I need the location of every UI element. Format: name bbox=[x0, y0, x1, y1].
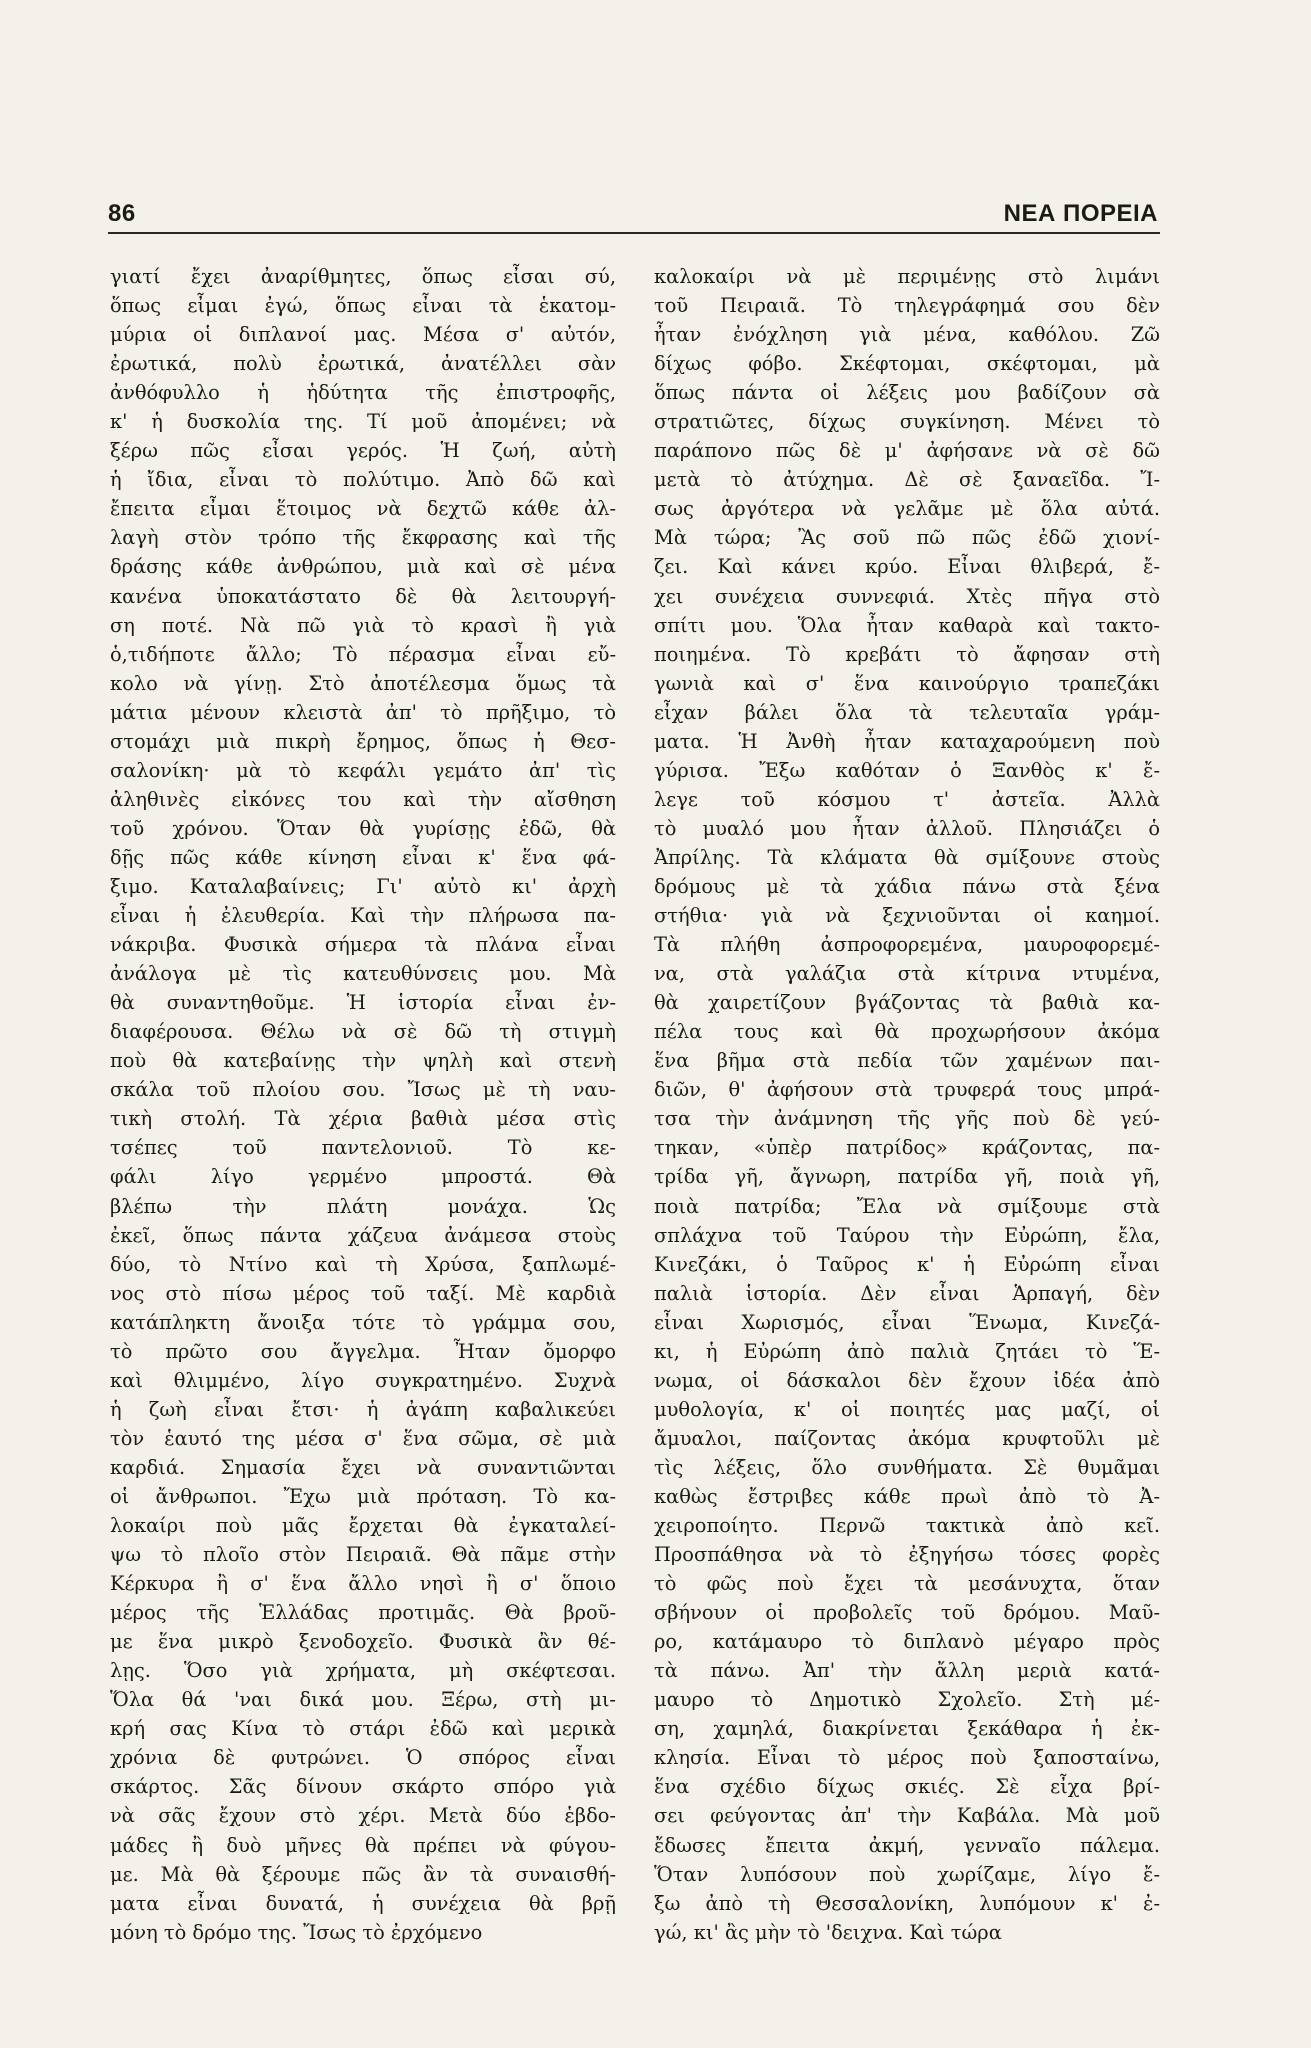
text-line: καθὼς ἔστριβες κάθε πρωὶ ἀπὸ τὸ Ἀ- bbox=[654, 1484, 1160, 1508]
text-line: ποιημένα. Τὸ κρεβάτι τὸ ἄφησαν στὴ bbox=[654, 642, 1160, 666]
text-line: τὸ πρῶτο σου ἄγγελμα. Ἦταν ὄμορφο bbox=[110, 1339, 616, 1363]
text-line: ἐρωτικά, πολὺ ἐρωτικά, ἀνατέλλει σὰν bbox=[110, 352, 616, 376]
text-line: σπίτι μου. Ὅλα ἦταν καθαρὰ καὶ τακτο- bbox=[654, 613, 1160, 637]
page-header bbox=[108, 188, 1158, 228]
text-line: μάτια μένουν κλειστὰ ἀπ' τὸ πρῆξιμο, τὸ bbox=[110, 700, 616, 724]
text-line: Ὅλα θά 'ναι δικά μου. Ξέρω, στὴ μι- bbox=[110, 1688, 616, 1712]
text-line: ἦταν ἐνόχληση γιὰ μένα, καθόλου. Ζῶ bbox=[654, 323, 1160, 347]
text-line: χρόνια δὲ φυτρώνει. Ὁ σπόρος εἶναι bbox=[110, 1746, 616, 1770]
text-line: κ' ἡ δυσκολία της. Τί μοῦ ἀπομένει; νὰ bbox=[110, 410, 616, 434]
text-line: στομάχι μιὰ πικρὴ ἔρημος, ὅπως ἡ Θεσ- bbox=[110, 729, 616, 753]
text-line: τρίδα γῆ, ἄγνωρη, πατρίδα γῆ, ποιὰ γῆ, bbox=[654, 1165, 1160, 1189]
text-line: Κέρκυρα ἢ σ' ἕνα ἄλλο νησὶ ἢ σ' ὅποιο bbox=[110, 1572, 616, 1596]
text-line: λεγε τοῦ κόσμου τ' ἀστεῖα. Ἀλλὰ bbox=[654, 787, 1160, 811]
text-line: διῶν, θ' ἀφήσουν στὰ τρυφερά τους μπρά- bbox=[654, 1078, 1160, 1102]
text-line: ἐκεῖ, ὅπως πάντα χάζευα ἀνάμεσα στοὺς bbox=[110, 1223, 616, 1247]
text-line: ὅπως εἶμαι ἐγώ, ὅπως εἶναι τὰ ἑκατομ- bbox=[110, 294, 616, 318]
text-line: γιατί ἔχει ἀναρίθμητες, ὅπως εἶσαι σύ, bbox=[110, 265, 616, 288]
text-line: καρδιά. Σημασία ἔχει νὰ συναντιῶνται bbox=[110, 1455, 616, 1479]
text-line: λῃς. Ὅσο γιὰ χρήματα, μὴ σκέφτεσαι. bbox=[110, 1659, 616, 1683]
text-line: να, στὰ γαλάζια στὰ κίτρινα ντυμένα, bbox=[654, 962, 1160, 986]
text-line: σει φεύγοντας ἀπ' τὴν Καβάλα. Μὰ μοῦ bbox=[654, 1804, 1160, 1828]
text-line: παλιὰ ἱστορία. Δὲν εἶναι Ἁρπαγή, δὲν bbox=[654, 1281, 1160, 1305]
text-line: ἡ ἴδια, εἶναι τὸ πολύτιμο. Ἀπὸ δῶ καὶ bbox=[110, 468, 616, 492]
text-line: καὶ θλιμμένο, λίγο συγκρατημένο. Συχνὰ bbox=[110, 1368, 616, 1392]
text-line: χει συνέχεια συννεφιά. Χτὲς πῆγα στὸ bbox=[654, 584, 1160, 608]
text-line: ἄμυαλοι, παίζοντας ἀκόμα κρυφτοῦλι μὲ bbox=[654, 1426, 1160, 1450]
text-line: νάκριβα. Φυσικὰ σήμερα τὰ πλάνα εἶναι bbox=[110, 933, 616, 957]
text-line: ποὺ θὰ κατεβαίνῃς τὴν ψηλὴ καὶ στενὴ bbox=[110, 1049, 616, 1073]
text-line: κι, ἡ Εὐρώπη ἀπὸ παλιὰ ζητάει τὸ Ἕ- bbox=[654, 1339, 1160, 1363]
text-line: λοκαίρι ποὺ μᾶς ἔρχεται θὰ ἐγκαταλεί- bbox=[110, 1514, 616, 1538]
text-line: Τὰ πλήθη ἀσπροφορεμένα, μαυροφορεμέ- bbox=[654, 933, 1160, 957]
page-number: 86 bbox=[108, 200, 136, 227]
text-line: στήθια· γιὰ νὰ ξεχνιοῦνται οἱ καημοί. bbox=[654, 904, 1160, 928]
text-line: κρή σας Κίνα τὸ στάρι ἐδῶ καὶ μερικὰ bbox=[110, 1717, 616, 1741]
text-line: τὸ μυαλό μου ἦταν ἀλλοῦ. Πλησιάζει ὁ bbox=[654, 816, 1160, 840]
text-line: στρατιῶτες, δίχως συγκίνηση. Μένει τὸ bbox=[654, 410, 1160, 434]
text-line: κατάπληκτη ἄνοιξα τότε τὸ γράμμα σου, bbox=[110, 1310, 616, 1334]
text-line: νωμα, οἱ δάσκαλοι δὲν ἔχουν ἰδέα ἀπὸ bbox=[654, 1368, 1160, 1392]
text-line: σπλάχνα τοῦ Ταύρου τὴν Εὐρώπη, ἔλα, bbox=[654, 1223, 1160, 1247]
text-line: ρο, κατάμαυρο τὸ διπλανὸ μέγαρο πρὸς bbox=[654, 1630, 1160, 1654]
text-line: ξέρω πῶς εἶσαι γερός. Ἡ ζωή, αὐτὴ bbox=[110, 439, 616, 463]
text-line: φάλι λίγο γερμένο μπροστά. Θὰ bbox=[110, 1165, 616, 1189]
text-line: τὸν ἑαυτό της μέσα σ' ἕνα σῶμα, σὲ μιὰ bbox=[110, 1426, 616, 1450]
text-line: τικὴ στολή. Τὰ χέρια βαθιὰ μέσα στὶς bbox=[110, 1107, 616, 1131]
text-line: ἀνάλογα μὲ τὶς κατευθύνσεις μου. Μὰ bbox=[110, 962, 616, 986]
text-line: ὁ,τιδήποτε ἄλλο; Τὸ πέρασμα εἶναι εὔ- bbox=[110, 642, 616, 666]
text-line: τὸ φῶς ποὺ ἔχει τὰ μεσάνυχτα, ὅταν bbox=[654, 1572, 1160, 1596]
text-line: γωνιὰ καὶ σ' ἕνα καινούργιο τραπεζάκι bbox=[654, 671, 1160, 695]
text-line: ἡ ζωὴ εἶναι ἔτσι· ἡ ἀγάπη καβαλικεύει bbox=[110, 1397, 616, 1421]
text-line: ποιὰ πατρίδα; Ἔλα νὰ σμίξουμε στὰ bbox=[654, 1194, 1160, 1218]
text-line: ση ποτέ. Νὰ πῶ γιὰ τὸ κρασὶ ἢ γιὰ bbox=[110, 613, 616, 637]
text-line: μαυρο τὸ Δημοτικὸ Σχολεῖο. Στὴ μέ- bbox=[654, 1688, 1160, 1712]
text-line: σκάλα τοῦ πλοίου σου. Ἴσως μὲ τὴ ναυ- bbox=[110, 1078, 616, 1102]
right-text-column bbox=[654, 262, 1160, 1947]
text-line: Ὅταν λυπόσουν ποὺ χωρίζαμε, λίγο ἔ- bbox=[654, 1862, 1160, 1886]
text-line: με. Μὰ θὰ ξέρουμε πῶς ἂν τὰ συναισθή- bbox=[110, 1862, 616, 1886]
text-line: δύο, τὸ Ντίνο καὶ τὴ Χρύσα, ξαπλωμέ- bbox=[110, 1252, 616, 1276]
text-line: ση, χαμηλά, διακρίνεται ξεκάθαρα ἡ ἐκ- bbox=[654, 1717, 1160, 1741]
text-line: ξω ἀπὸ τὴ Θεσσαλονίκη, λυπόμουν κ' ἐ- bbox=[654, 1891, 1160, 1915]
text-line: γύρισα. Ἔξω καθόταν ὁ Ξανθὸς κ' ἔ- bbox=[654, 758, 1160, 782]
text-line: ἀνθόφυλλο ἡ ἡδύτητα τῆς ἐπιστροφῆς, bbox=[110, 381, 616, 405]
text-line: τσέπες τοῦ παντελονιοῦ. Τὸ κε- bbox=[110, 1136, 616, 1160]
text-line: παράπονο πῶς δὲ μ' ἀφήσανε νὰ σὲ δῶ bbox=[654, 439, 1160, 463]
text-line: δῇς πῶς κάθε κίνηση εἶναι κ' ἕνα φά- bbox=[110, 845, 616, 869]
text-line: σκάρτος. Σᾶς δίνουν σκάρτο σπόρο γιὰ bbox=[110, 1775, 616, 1799]
text-line: δίχως φόβο. Σκέφτομαι, σκέφτομαι, μὰ bbox=[654, 352, 1160, 376]
text-line: κολο νὰ γίνῃ. Στὸ ἀποτέλεσμα ὅμως τὰ bbox=[110, 671, 616, 695]
text-line: μόνη τὸ δρόμο της. Ἴσως τὸ ἐρχόμενο bbox=[110, 1920, 483, 1944]
text-line: λαγὴ στὸν τρόπο τῆς ἔκφρασης καὶ τῆς bbox=[110, 526, 616, 550]
text-line: τὶς λέξεις, ὅλο συνθήματα. Σὲ θυμᾶμαι bbox=[654, 1455, 1160, 1479]
text-line: τοῦ Πειραιᾶ. Τὸ τηλεγράφημά σου δὲν bbox=[654, 294, 1160, 318]
text-line: με ἕνα μικρὸ ξενοδοχεῖο. Φυσικὰ ἂν θέ- bbox=[110, 1630, 616, 1654]
text-line: ἕνα βῆμα στὰ πεδία τῶν χαμένων παι- bbox=[654, 1049, 1160, 1073]
text-line: δράσης κάθε ἀνθρώπου, μιὰ καὶ σὲ μένα bbox=[110, 555, 616, 579]
left-text-column bbox=[110, 262, 616, 1947]
text-line: τηκαν, «ὑπὲρ πατρίδος» κράζοντας, πα- bbox=[654, 1136, 1160, 1160]
text-line: πέλα τους καὶ θὰ προχωρήσουν ἀκόμα bbox=[654, 1020, 1160, 1044]
text-line: οἱ ἄνθρωποι. Ἔχω μιὰ πρόταση. Τὸ κα- bbox=[110, 1484, 616, 1508]
text-line: μυθολογία, κ' οἱ ποιητές μας μαζί, οἱ bbox=[654, 1397, 1160, 1421]
text-line: σβήνουν οἱ προβολεῖς τοῦ δρόμου. Μαῦ- bbox=[654, 1601, 1160, 1625]
text-line: σως ἀργότερα νὰ γελᾶμε μὲ ὅλα αὐτά. bbox=[654, 497, 1160, 521]
text-line: ἀληθινὲς εἰκόνες του καὶ τὴν αἴσθηση bbox=[110, 787, 616, 811]
text-line: Προσπάθησα νὰ τὸ ἐξηγήσω τόσες φορὲς bbox=[654, 1543, 1160, 1567]
text-line: σαλονίκη· μὰ τὸ κεφάλι γεμάτο ἀπ' τὶς bbox=[110, 758, 616, 782]
text-line: νος στὸ πίσω μέρος τοῦ ταξί. Μὲ καρδιὰ bbox=[110, 1281, 616, 1305]
text-line: Ἀπρίλης. Τὰ κλάματα θὰ σμίξουνε στοὺς bbox=[654, 845, 1160, 869]
text-line: εἶχαν βάλει ὅλα τὰ τελευταῖα γράμ- bbox=[654, 700, 1160, 724]
text-line: γώ, κι' ἂς μὴν τὸ 'δειχνα. Καὶ τώρα bbox=[654, 1920, 1002, 1944]
text-line: θὰ χαιρετίζουν βγάζοντας τὰ βαθιὰ κα- bbox=[654, 991, 1160, 1015]
text-line: κανένα ὑποκατάστατο δὲ θὰ λειτουργή- bbox=[110, 584, 616, 608]
text-line: χειροποίητο. Περνῶ τακτικὰ ἀπὸ κεῖ. bbox=[654, 1514, 1160, 1538]
header-rule bbox=[108, 232, 1160, 234]
text-line: ματα. Ἡ Ἀνθὴ ἦταν καταχαρούμενη ποὺ bbox=[654, 729, 1160, 753]
text-line: ματα εἶναι δυνατά, ἡ συνέχεια θὰ βρῇ bbox=[110, 1891, 616, 1915]
text-line: μέρος τῆς Ἑλλάδας προτιμᾶς. Θὰ βροῦ- bbox=[110, 1601, 616, 1625]
text-line: καλοκαίρι νὰ μὲ περιμένῃς στὸ λιμάνι bbox=[654, 265, 1160, 288]
text-line: ζει. Καὶ κάνει κρύο. Εἶναι θλιβερά, ἔ- bbox=[654, 555, 1160, 579]
text-line: τσα τὴν ἀνάμνηση τῆς γῆς ποὺ δὲ γεύ- bbox=[654, 1107, 1160, 1131]
text-line: ἔδωσες ἔπειτα ἀκμή, γενναῖο πάλεμα. bbox=[654, 1833, 1160, 1857]
text-line: τὰ πάνω. Ἀπ' τὴν ἄλλη μεριὰ κατά- bbox=[654, 1659, 1160, 1683]
text-line: εἶναι Χωρισμός, εἶναι Ἕνωμα, Κινεζά- bbox=[654, 1310, 1160, 1334]
text-line: ὅπως πάντα οἱ λέξεις μου βαδίζουν σὰ bbox=[654, 381, 1160, 405]
text-line: κλησία. Εἶναι τὸ μέρος ποὺ ξαποσταίνω, bbox=[654, 1746, 1160, 1770]
text-line: τοῦ χρόνου. Ὅταν θὰ γυρίσῃς ἐδῶ, θὰ bbox=[110, 816, 616, 840]
text-line: μετὰ τὸ ἀτύχημα. Δὲ σὲ ξαναεῖδα. Ἴ- bbox=[654, 468, 1160, 492]
text-line: διαφέρουσα. Θέλω νὰ σὲ δῶ τὴ στιγμὴ bbox=[110, 1020, 616, 1044]
running-title: ΝΕΑ ΠΟΡΕΙΑ bbox=[1003, 200, 1158, 227]
text-line: βλέπω τὴν πλάτη μονάχα. Ὡς bbox=[110, 1194, 616, 1218]
text-line: Μὰ τώρα; Ἂς σοῦ πῶ πῶς ἐδῶ χιονί- bbox=[654, 526, 1160, 550]
text-line: μύρια οἱ διπλανοί μας. Μέσα σ' αὐτόν, bbox=[110, 323, 616, 347]
text-line: μάδες ἢ δυὸ μῆνες θὰ πρέπει νὰ φύγου- bbox=[110, 1833, 616, 1857]
text-line: ἕνα σχέδιο δίχως σκιές. Σὲ εἶχα βρί- bbox=[654, 1775, 1160, 1799]
text-line: ψω τὸ πλοῖο στὸν Πειραιᾶ. Θὰ πᾶμε στὴν bbox=[110, 1543, 616, 1567]
text-line: ξιμο. Καταλαβαίνεις; Γι' αὐτὸ κι' ἀρχὴ bbox=[110, 874, 616, 898]
text-line: Κινεζάκι, ὁ Ταῦρος κ' ἡ Εὐρώπη εἶναι bbox=[654, 1252, 1160, 1276]
text-line: ἔπειτα εἶμαι ἕτοιμος νὰ δεχτῶ κάθε ἀλ- bbox=[110, 497, 616, 521]
text-line: εἶναι ἡ ἐλευθερία. Καὶ τὴν πλήρωσα πα- bbox=[110, 904, 616, 928]
text-line: δρόμους μὲ τὰ χάδια πάνω στὰ ξένα bbox=[654, 874, 1160, 898]
text-line: νὰ σᾶς ἔχουν στὸ χέρι. Μετὰ δύο ἑβδο- bbox=[110, 1804, 616, 1828]
text-line: θὰ συναντηθοῦμε. Ἡ ἱστορία εἶναι ἐν- bbox=[110, 991, 616, 1015]
